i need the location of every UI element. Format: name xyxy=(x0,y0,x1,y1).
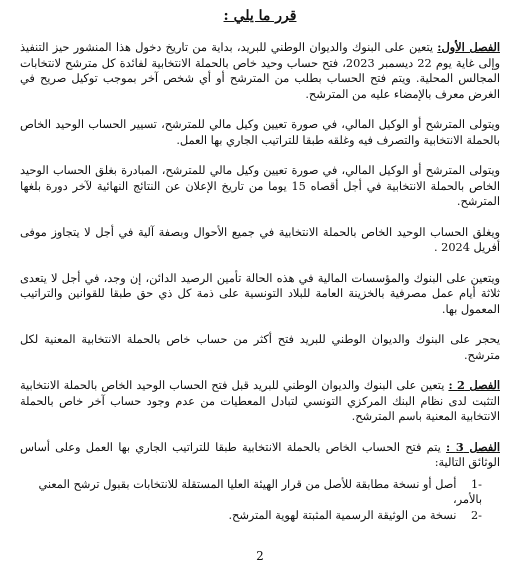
article-2-paragraph xyxy=(20,378,500,425)
paragraph-credit-balance: ويتعين على البنوك والمؤسسات المالية في هذه الحالة تأمين الرصيد الدائن، إن وجد، في أجل لا يتعدى ثلاثة أيام عمل مصرفية بالخزينة العامة للبلاد التونسية على ذمة كل ذي حق طبقا للقوانين والتراتيب المعمول بها. xyxy=(20,271,500,316)
required-documents-list xyxy=(20,477,500,524)
list-item xyxy=(20,477,482,508)
article-3-text: يتم فتح الحساب الخاص بالحملة الانتخابية طبقا للتراتيب الجاري بها العمل وعلى أساس الوثائق التالية: xyxy=(20,440,500,469)
list-item-text: نسخة من الوثيقة الرسمية المثبتة لهوية المترشح. xyxy=(228,508,457,522)
list-item-number: -2 xyxy=(470,508,482,522)
paragraph-account-closing: ويتولى المترشح أو الوكيل المالي، في صورة تعيين وكيل مالي للمترشح، المبادرة بغلق الحساب الوحيد الخاص بالحملة الانتخابية في أجل أقصاه 15 يوما من تاريخ الإعلان عن النتائج النهائية لآخر دورة بلغها المترشح. xyxy=(20,164,500,208)
list-item xyxy=(20,508,482,524)
page-title: قرر ما يلي : xyxy=(223,8,297,24)
article-1-text: يتعين على البنوك والديوان الوطني للبريد، بداية من تاريخ دخول هذا المنشور حيز التنفيذ وإلى غاية يوم 22 ديسمبر 2023، فتح حساب وحيد خاص بالحملة الانتخابية لفائدة كل مترشح لانتخابات المجالس المحلية. ويتم فتح الحساب بطلب من المترشح أو أي شخص آخر بموجب توكيل صريح في الغرض معرف بالإمضاء عليه من المترشح. xyxy=(20,41,501,101)
paragraph-account-management: ويتولى المترشح أو الوكيل المالي، في صورة تعيين وكيل مالي للمترشح، تسيير الحساب الوحيد الخاص بالحملة الانتخابية والتصرف فيه وغلقه طبقا للتراتيب الجاري بها العمل. xyxy=(20,118,500,147)
list-item-number: -1 xyxy=(470,477,482,491)
article-3-label: الفصل 3 : xyxy=(446,439,500,454)
page-number: 2 xyxy=(256,549,264,563)
article-2-text: يتعين على البنوك والديوان الوطني للبريد قبل فتح الحساب الوحيد الخاص بالحملة الانتخابية التثبت لدى نظام البنك المركزي التونسي لتبادل المعطيات من عدم وجود حساب آخر خاص بالحملة الانتخابية المعنية باسم المترشح. xyxy=(20,379,500,423)
paragraph-automatic-closing: ويغلق الحساب الوحيد الخاص بالحملة الانتخابية في جميع الأحوال وبصفة آلية في أجل لا يتجاوز موفى أفريل 2024 . xyxy=(20,225,500,254)
article-2-label: الفصل 2 : xyxy=(448,378,500,392)
article-1-label: الفصل الأول: xyxy=(437,40,500,54)
list-item-text: أصل أو نسخة مطابقة للأصل من قرار الهيئة العليا المستقلة للانتخابات بقبول ترشح المعني بالأمر، xyxy=(38,477,482,506)
article-1-paragraph xyxy=(20,40,500,102)
paragraph-single-account-rule: يحجر على البنوك والديوان الوطني للبريد فتح أكثر من حساب خاص بالحملة الانتخابية المعنية لكل مترشح. xyxy=(20,333,500,362)
article-3-paragraph xyxy=(20,440,500,471)
